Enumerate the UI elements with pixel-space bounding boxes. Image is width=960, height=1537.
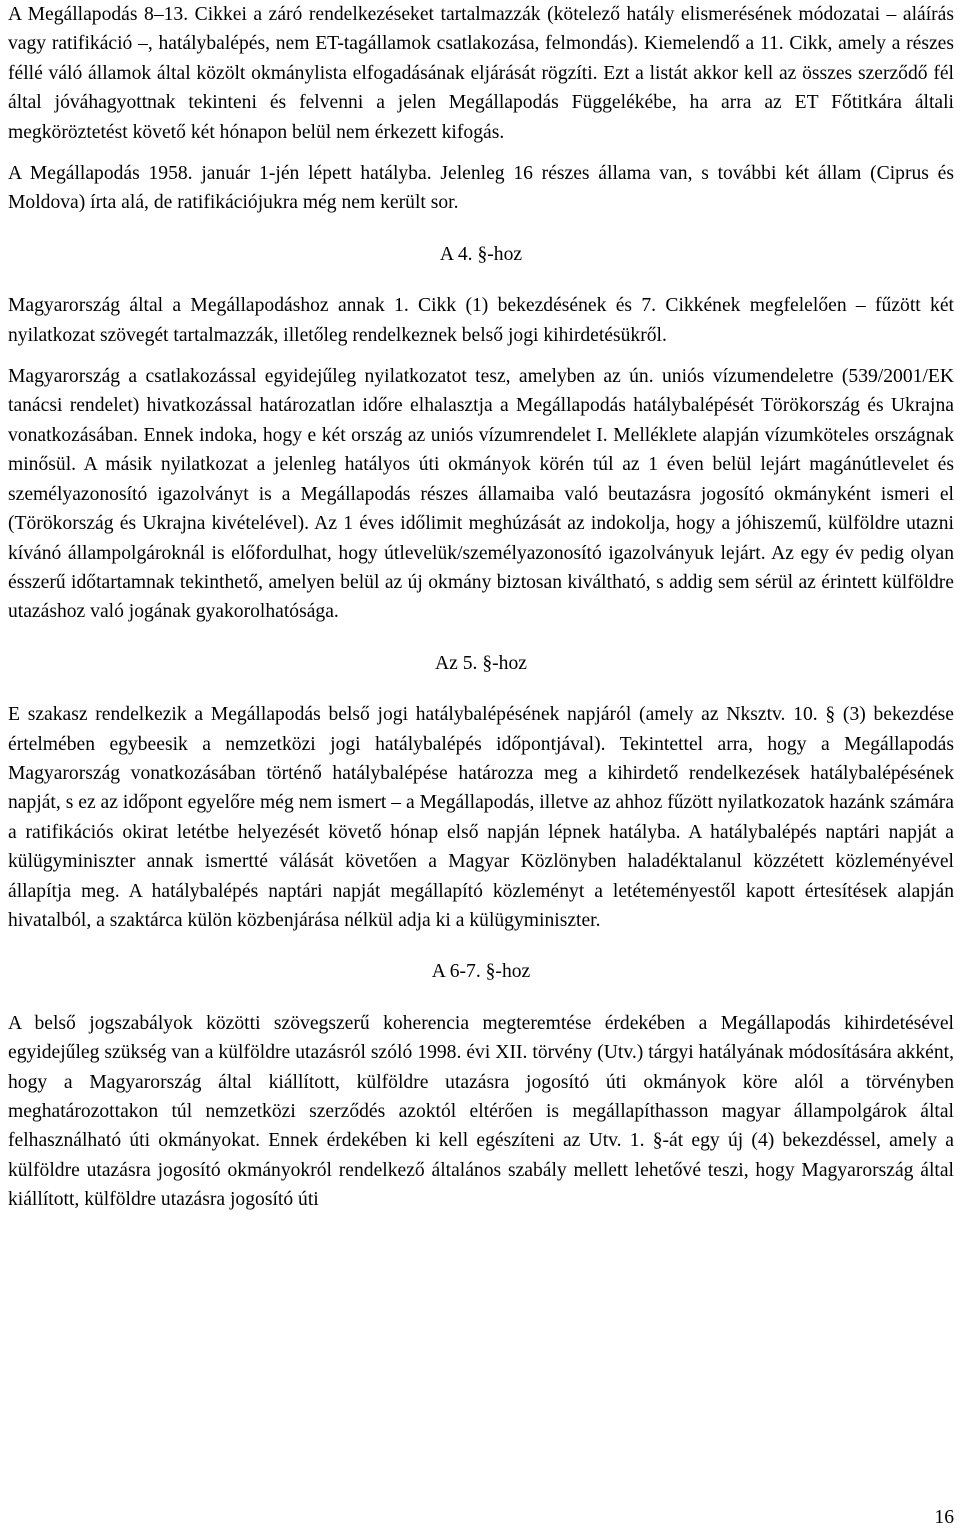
page-number: 16 <box>934 1507 954 1528</box>
paragraph-coherence: A belső jogszabályok közötti szövegszerű koherencia megteremtése érdekében a Megállapodás kihirdetésével egyidejűleg szükség van a külföldre utazásról szóló 1998. évi XII. törvény (Utv.) tárgyi hatályának módosítására akként, hogy a Magyarország által kiállított, külföldre utazásra jogosító úti okmányok köre alól a törvényben meghatározottakon túl nemzetközi szerződés azoktól eltérően is megállapíthasson magyar állampolgárok által felhasználható úti okmányokat. Ennek érdekében ki kell egészíteni az Utv. 1. §-át egy új (4) bekezdéssel, amely a külföldre utazásra jogosító okmányokról rendelkező általános szabály mellett lehetővé teszi, hogy Magyarország által kiállított, külföldre utazásra jogosító úti <box>8 1012 954 1211</box>
paragraph-hungary-declaration: Magyarország a csatlakozással egyidejűleg nyilatkozatot tesz, amelyben az ún. uniós vízumendeletre (539/2001/EK tanácsi rendelet) hivatkozással határozatlan időre elhalasztja a Megállapodás hatálybalépését Törökország és Ukrajna vonatkozásában. Ennek indoka, hogy e két ország az uniós vízumrendelet I. Melléklete alapján vízumköteles országnak minősül. A másik nyilatkozat a jelenleg hatályos úti okmányok körén túl az 1 éven belül lejárt magánútlevelet és személyazonosító igazolványt is a Megállapodás részes államaiba való beutazásra jogosító okmányként ismeri el (Törökország és Ukrajna kivételével). Az 1 éves időlimit meghúzását az indokolja, hogy a jóhiszemű, külföldre utazni kívánó állampolgároknál is előfordulhat, hogy útlevelük/személyazonosító igazolványuk lejárt. Az egy év pedig olyan ésszerű időtartamnak tekinthető, amelyen belül az új okmány biztosan kiváltható, s addig sem sérül az érintett külföldre utazáshoz való jogának gyakorolhatósága. <box>8 366 954 623</box>
section-heading-5: Az 5. §-hoz <box>435 652 527 674</box>
paragraph-final-provisions: A Megállapodás 8–13. Cikkei a záró rendelkezéseket tartalmazzák (kötelező hatály elismerésének módozatai – aláírás vagy ratifikáció –, hatálybalépés, nem ET-tagállamok csatlakozása, felmondás). Kiemelendő a 11. Cikk, amely a részes féllé váló államok által közölt okmánylista elfogadásának eljárását rögzíti. Ezt a listát akkor kell az összes szerződő fél által jóváhagyottnak tekinteni és felvenni a jelen Megállapodás Függelékébe, ha arra az ET Főtitkára általi megköröztetést követő két hónapon belül nem érkezett kifogás. <box>8 4 954 143</box>
document-page <box>8 0 954 1537</box>
section-heading-4: A 4. §-hoz <box>439 243 523 265</box>
paragraph-declarations: Magyarország által a Megállapodáshoz annak 1. Cikk (1) bekezdésének és 7. Cikkének megfelelően – fűzött két nyilatkozat szövegét tartalmazzák, illetőleg rendelkeznek belső jogi kihirdetésükről. <box>8 295 954 346</box>
paragraph-entry-into-force: A Megállapodás 1958. január 1-jén lépett hatályba. Jelenleg 16 részes állama van, s további két állam (Ciprus és Moldova) írta alá, de ratifikációjukra még nem került sor. <box>8 163 954 214</box>
paragraph-entry-into-force-date: E szakasz rendelkezik a Megállapodás belső jogi hatálybalépésének napjáról (amely az Nksztv. 10. § (3) bekezdése értelmében egybeesik a nemzetközi jogi hatálybalépés időpontjával). Tekintettel arra, hogy a Megállapodás Magyarország vonatkozásában történő hatálybalépése határozza meg a kihirdető rendelkezések hatálybalépésének napját, s ez az időpont egyelőre még nem ismert – a Megállapodás, illetve az ahhoz fűzött nyilatkozatok hazánk számára a ratifikációs okirat letétbe helyezését követő hónap első napján lépnek hatályba. A hatálybalépés naptári napját a külügyminiszter annak ismertté válását követően a Magyar Közlönyben haladéktalanul közzétett közleményével állapítja meg. A hatálybalépés naptári napját megállapító közleményt a letéteményestől kapott értesítések alapján hivatalból, a szaktárca külön közbenjárása nélkül adja ki a külügyminiszter. <box>8 704 954 931</box>
section-heading-6-7: A 6-7. §-hoz <box>431 961 531 983</box>
